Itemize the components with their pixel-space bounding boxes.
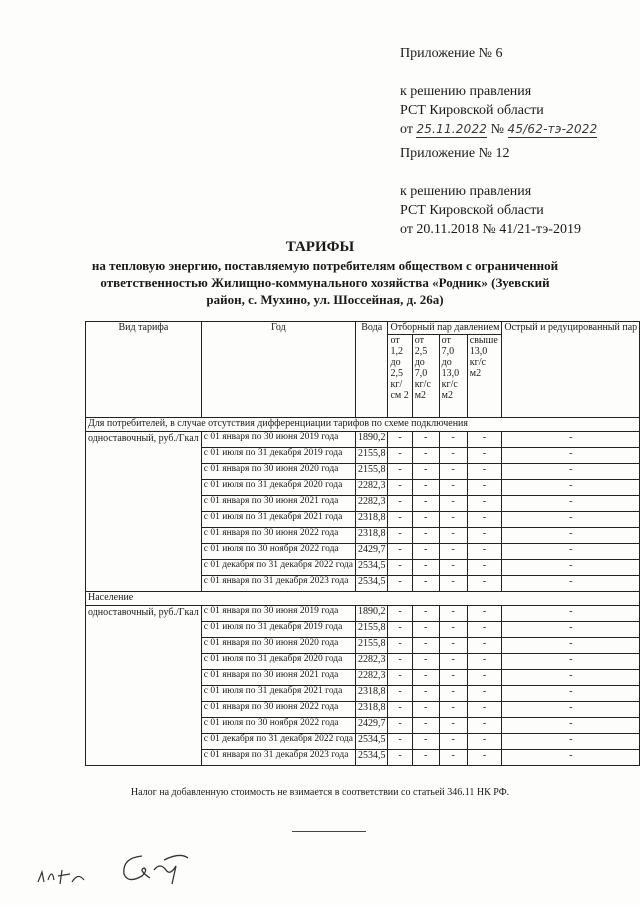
empty-dash-cell: -	[467, 654, 502, 670]
empty-dash-cell: -	[388, 654, 412, 670]
period-cell: с 01 июля по 30 ноября 2022 года	[201, 718, 355, 734]
empty-dash-cell: -	[439, 734, 467, 750]
empty-dash-cell: -	[388, 734, 412, 750]
tariff-row	[86, 606, 640, 622]
appendix-6-date-line	[400, 120, 597, 139]
empty-dash-cell: -	[467, 528, 502, 544]
empty-dash-cell: -	[467, 686, 502, 702]
period-cell: с 01 июля по 31 декабря 2019 года	[201, 622, 355, 638]
empty-dash-cell: -	[502, 750, 640, 766]
group-header-row	[86, 592, 640, 606]
period-cell: с 01 января по 30 июня 2020 года	[201, 464, 355, 480]
water-value-cell: 2318,8	[355, 686, 388, 702]
period-cell: с 01 июля по 31 декабря 2021 года	[201, 512, 355, 528]
empty-dash-cell: -	[439, 670, 467, 686]
empty-dash-cell: -	[467, 544, 502, 560]
empty-dash-cell: -	[439, 480, 467, 496]
period-cell: с 01 декабря по 31 декабря 2022 года	[201, 734, 355, 750]
empty-dash-cell: -	[388, 448, 412, 464]
appendix-12-line1: к решению правления	[400, 184, 532, 199]
empty-dash-cell: -	[388, 528, 412, 544]
empty-dash-cell: -	[467, 750, 502, 766]
empty-dash-cell: -	[467, 622, 502, 638]
group-label: Население	[86, 592, 640, 606]
water-value-cell: 1890,2	[355, 606, 388, 622]
empty-dash-cell: -	[412, 606, 439, 622]
period-cell: с 01 января по 30 июня 2021 года	[201, 670, 355, 686]
appendix-12-line2: РСТ Кировской области	[400, 203, 544, 218]
water-value-cell: 2282,3	[355, 654, 388, 670]
empty-dash-cell: -	[502, 734, 640, 750]
empty-dash-cell: -	[502, 576, 640, 592]
empty-dash-cell: -	[412, 512, 439, 528]
empty-dash-cell: -	[467, 670, 502, 686]
water-value-cell: 2282,3	[355, 670, 388, 686]
tariff-table-body	[86, 418, 640, 766]
empty-dash-cell: -	[502, 448, 640, 464]
empty-dash-cell: -	[388, 622, 412, 638]
empty-dash-cell: -	[439, 576, 467, 592]
period-cell: с 01 января по 30 июня 2021 года	[201, 496, 355, 512]
empty-dash-cell: -	[439, 606, 467, 622]
empty-dash-cell: -	[412, 638, 439, 654]
empty-dash-cell: -	[467, 512, 502, 528]
empty-dash-cell: -	[388, 606, 412, 622]
period-cell: с 01 января по 30 июня 2020 года	[201, 638, 355, 654]
empty-dash-cell: -	[502, 544, 640, 560]
empty-dash-cell: -	[467, 496, 502, 512]
handwritten-initials	[34, 864, 94, 890]
empty-dash-cell: -	[412, 528, 439, 544]
empty-dash-cell: -	[439, 544, 467, 560]
col-steam-4: свыше 13,0 кг/с м2	[467, 335, 502, 418]
empty-dash-cell: -	[467, 734, 502, 750]
water-value-cell: 2534,5	[355, 560, 388, 576]
empty-dash-cell: -	[467, 576, 502, 592]
period-cell: с 01 января по 31 декабря 2023 года	[201, 750, 355, 766]
empty-dash-cell: -	[439, 702, 467, 718]
empty-dash-cell: -	[412, 718, 439, 734]
col-kind-header: Вид тарифа	[86, 322, 202, 418]
empty-dash-cell: -	[467, 464, 502, 480]
empty-dash-cell: -	[467, 480, 502, 496]
water-value-cell: 2534,5	[355, 750, 388, 766]
water-value-cell: 2155,8	[355, 638, 388, 654]
water-value-cell: 2534,5	[355, 734, 388, 750]
water-value-cell: 2318,8	[355, 528, 388, 544]
empty-dash-cell: -	[412, 702, 439, 718]
water-value-cell: 2429,7	[355, 718, 388, 734]
empty-dash-cell: -	[388, 686, 412, 702]
empty-dash-cell: -	[439, 432, 467, 448]
empty-dash-cell: -	[502, 638, 640, 654]
period-cell: с 01 января по 30 июня 2019 года	[201, 606, 355, 622]
water-value-cell: 1890,2	[355, 432, 388, 448]
empty-dash-cell: -	[439, 528, 467, 544]
empty-dash-cell: -	[412, 544, 439, 560]
empty-dash-cell: -	[502, 670, 640, 686]
tariff-kind: одноставочный, руб./Гкал	[86, 606, 202, 766]
empty-dash-cell: -	[467, 560, 502, 576]
col-steam-2: от 2,5 до 7,0 кг/с м2	[412, 335, 439, 418]
empty-dash-cell: -	[439, 448, 467, 464]
empty-dash-cell: -	[502, 464, 640, 480]
empty-dash-cell: -	[412, 750, 439, 766]
empty-dash-cell: -	[388, 638, 412, 654]
water-value-cell: 2282,3	[355, 480, 388, 496]
period-cell: с 01 июля по 30 ноября 2022 года	[201, 544, 355, 560]
empty-dash-cell: -	[388, 702, 412, 718]
water-value-cell: 2155,8	[355, 448, 388, 464]
empty-dash-cell: -	[388, 496, 412, 512]
empty-dash-cell: -	[439, 638, 467, 654]
period-cell: с 01 июля по 31 декабря 2021 года	[201, 686, 355, 702]
empty-dash-cell: -	[412, 686, 439, 702]
empty-dash-cell: -	[388, 480, 412, 496]
water-value-cell: 2155,8	[355, 622, 388, 638]
empty-dash-cell: -	[467, 718, 502, 734]
appendix-12-line3: от 20.11.2018 № 41/21-тэ-2019	[400, 222, 581, 237]
empty-dash-cell: -	[388, 432, 412, 448]
empty-dash-cell: -	[502, 480, 640, 496]
appendix-12-title: Приложение № 12	[400, 146, 510, 161]
empty-dash-cell: -	[502, 512, 640, 528]
empty-dash-cell: -	[502, 718, 640, 734]
document-title: ТАРИФЫ	[285, 239, 355, 255]
empty-dash-cell: -	[412, 654, 439, 670]
empty-dash-cell: -	[388, 576, 412, 592]
empty-dash-cell: -	[439, 718, 467, 734]
empty-dash-cell: -	[502, 432, 640, 448]
empty-dash-cell: -	[388, 718, 412, 734]
appendix-6-number: 45/62-тэ-2022	[507, 122, 598, 136]
empty-dash-cell: -	[467, 606, 502, 622]
empty-dash-cell: -	[439, 464, 467, 480]
tariff-row	[86, 432, 640, 448]
appendix-6-prefix: от	[400, 122, 413, 137]
empty-dash-cell: -	[388, 560, 412, 576]
col-steam-header: Отборный пар давлением	[388, 322, 502, 335]
empty-dash-cell: -	[412, 496, 439, 512]
empty-dash-cell: -	[412, 432, 439, 448]
period-cell: с 01 января по 30 июня 2019 года	[201, 432, 355, 448]
period-cell: с 01 июля по 31 декабря 2020 года	[201, 654, 355, 670]
water-value-cell: 2534,5	[355, 576, 388, 592]
period-cell: с 01 июля по 31 декабря 2020 года	[201, 480, 355, 496]
empty-dash-cell: -	[439, 686, 467, 702]
empty-dash-cell: -	[388, 670, 412, 686]
empty-dash-cell: -	[502, 528, 640, 544]
col-water-header: Вода	[355, 322, 388, 418]
water-value-cell: 2318,8	[355, 512, 388, 528]
appendix-6-no-sign: №	[490, 122, 505, 137]
empty-dash-cell: -	[412, 464, 439, 480]
water-value-cell: 2318,8	[355, 702, 388, 718]
empty-dash-cell: -	[439, 512, 467, 528]
empty-dash-cell: -	[439, 654, 467, 670]
empty-dash-cell: -	[467, 638, 502, 654]
empty-dash-cell: -	[502, 622, 640, 638]
empty-dash-cell: -	[412, 560, 439, 576]
empty-dash-cell: -	[388, 512, 412, 528]
empty-dash-cell: -	[467, 702, 502, 718]
empty-dash-cell: -	[439, 560, 467, 576]
empty-dash-cell: -	[412, 734, 439, 750]
empty-dash-cell: -	[439, 622, 467, 638]
empty-dash-cell: -	[388, 750, 412, 766]
water-value-cell: 2429,7	[355, 544, 388, 560]
handwritten-signature	[114, 848, 192, 888]
empty-dash-cell: -	[412, 622, 439, 638]
appendix-6-block	[400, 44, 597, 139]
tariff-table	[85, 321, 640, 766]
empty-dash-cell: -	[412, 448, 439, 464]
col-steam-3: от 7,0 до 13,0 кг/с м2	[439, 335, 467, 418]
group-label: Для потребителей, в случае отсутствия дифференциации тарифов по схеме подключения	[86, 418, 640, 432]
water-value-cell: 2155,8	[355, 464, 388, 480]
empty-dash-cell: -	[502, 702, 640, 718]
period-cell: с 01 января по 30 июня 2022 года	[201, 528, 355, 544]
appendix-6-line2: РСТ Кировской области	[400, 103, 544, 118]
empty-dash-cell: -	[502, 496, 640, 512]
empty-dash-cell: -	[502, 686, 640, 702]
empty-dash-cell: -	[388, 544, 412, 560]
appendix-12-block	[400, 144, 581, 239]
period-cell: с 01 июля по 31 декабря 2019 года	[201, 448, 355, 464]
appendix-6-date: 25.11.2022	[416, 122, 488, 136]
period-cell: с 01 декабря по 31 декабря 2022 года	[201, 560, 355, 576]
vat-note: Налог на добавленную стоимость не взимается в соответствии со статьей 346.11 НК РФ.	[130, 787, 510, 798]
document-subtitle: на тепловую энергию, поставляемую потребителям обществом с ограниченной ответственностью Жилищно-коммунального хозяйства «Родник» (Зуевский район, с. Мухино, ул. Шоссейная, д. 26а)	[91, 258, 559, 307]
water-value-cell: 2282,3	[355, 496, 388, 512]
empty-dash-cell: -	[467, 432, 502, 448]
tariff-kind: одноставочный, руб./Гкал	[86, 432, 202, 592]
appendix-6-title: Приложение № 6	[400, 46, 503, 61]
appendix-6-line1: к решению правления	[400, 84, 532, 99]
empty-dash-cell: -	[502, 654, 640, 670]
empty-dash-cell: -	[439, 750, 467, 766]
empty-dash-cell: -	[412, 576, 439, 592]
col-sharp-steam-header: Острый и редуцированный пар	[502, 322, 640, 418]
signature-rule	[292, 831, 366, 832]
period-cell: с 01 января по 31 декабря 2023 года	[201, 576, 355, 592]
col-year-header: Год	[201, 322, 355, 418]
empty-dash-cell: -	[502, 560, 640, 576]
col-steam-1: от 1,2 до 2,5 кг/см 2	[388, 335, 412, 418]
empty-dash-cell: -	[412, 480, 439, 496]
empty-dash-cell: -	[502, 606, 640, 622]
empty-dash-cell: -	[388, 464, 412, 480]
empty-dash-cell: -	[467, 448, 502, 464]
empty-dash-cell: -	[412, 670, 439, 686]
group-header-row	[86, 418, 640, 432]
period-cell: с 01 января по 30 июня 2022 года	[201, 702, 355, 718]
empty-dash-cell: -	[439, 496, 467, 512]
